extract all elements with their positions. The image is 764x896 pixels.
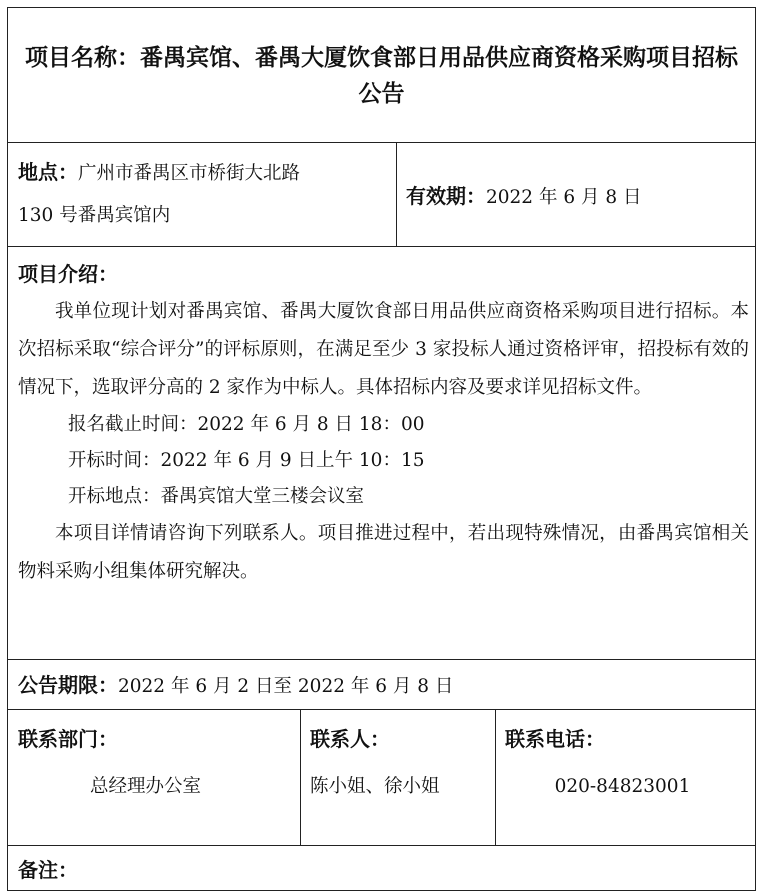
contact-row (8, 709, 755, 845)
contact-divider-1 (300, 710, 301, 846)
deadline-text: 报名截止时间：2022 年 6 月 8 日 18：00 (68, 414, 425, 435)
location-row (8, 142, 755, 246)
dept-cell (18, 724, 293, 802)
remarks-label: 备注： (18, 858, 78, 882)
validity-label: 有效期： (406, 184, 486, 208)
location-divider (396, 143, 397, 247)
remarks-row (8, 845, 755, 890)
person-value: 陈小姐、徐小姐 (310, 776, 440, 797)
dept-label: 联系部门： (18, 727, 118, 751)
person-cell (310, 724, 490, 802)
phone-label: 联系电话： (505, 727, 605, 751)
contact-divider-2 (495, 710, 496, 846)
closing-paragraph: 本项目详情请咨询下列联系人。项目推进过程中，若出现特殊情况，由番禺宾馆相关物料采购小组集体研究解决。 (18, 523, 749, 582)
dept-value: 总经理办公室 (89, 776, 201, 797)
location-line1: 广州市番禺区市桥街大北路 (78, 163, 301, 184)
location-cell (18, 155, 388, 235)
title-text: 番禺宾馆、番禺大厦饮食部日用品供应商资格采购项目招标公告 (140, 45, 738, 107)
intro-label: 项目介绍： (18, 262, 118, 286)
location-label: 地点： (18, 160, 78, 184)
intro-row (8, 246, 755, 659)
person-label: 联系人： (310, 727, 390, 751)
location-line2: 130 号番禺宾馆内 (18, 205, 171, 226)
validity-cell (406, 179, 642, 215)
notice-table (7, 7, 756, 891)
period-label: 公告期限： (18, 673, 118, 697)
title-row (8, 8, 755, 142)
period-row (8, 659, 755, 709)
validity-value: 2022 年 6 月 8 日 (486, 187, 642, 208)
title-label: 项目名称： (25, 45, 140, 71)
opening-place-text: 开标地点：番禺宾馆大堂三楼会议室 (68, 486, 365, 507)
phone-cell (505, 724, 750, 802)
period-value: 2022 年 6 月 2 日至 2022 年 6 月 8 日 (118, 676, 454, 697)
phone-value: 020-84823001 (554, 776, 691, 797)
page-title (8, 8, 755, 112)
opening-time-text: 开标时间：2022 年 6 月 9 日上午 10：15 (68, 450, 425, 471)
intro-paragraph: 我单位现计划对番禺宾馆、番禺大厦饮食部日用品供应商资格采购项目进行招标。本次招标采取“综合评分”的评标原则，在满足至少 3 家投标人通过资格评审，招投标有效的情况下，选取评分高的 2 家作为中标人。具体招标内容及要求详见招标文件。 (18, 301, 749, 398)
